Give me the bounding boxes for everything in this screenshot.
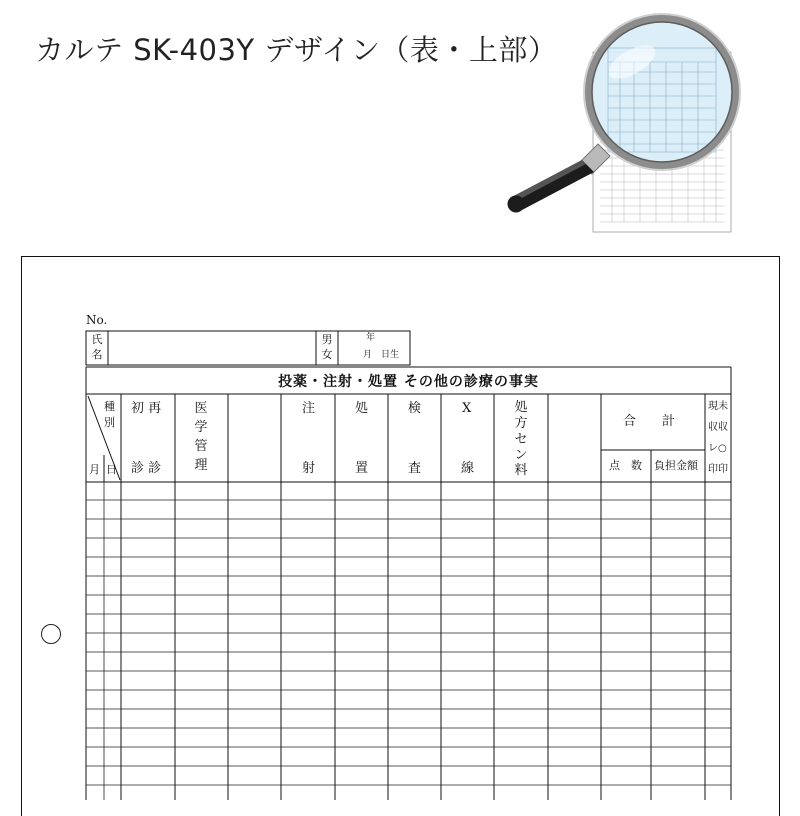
entry-cell-month[interactable] (86, 596, 104, 615)
entry-cell-exam[interactable] (388, 634, 441, 653)
form-heading: 投薬・注射・処置 その他の診療の事実 (278, 373, 539, 390)
entry-cell-first-revisit[interactable] (121, 558, 175, 577)
birth-month-day-label: 月 日生 (363, 350, 400, 360)
entry-cell-xray[interactable] (441, 786, 494, 800)
entry-cell-first-revisit[interactable] (121, 520, 175, 539)
entry-cell-cash-check[interactable] (705, 691, 731, 710)
entry-cell-col-blank-1[interactable] (228, 596, 281, 615)
entry-cell-medical-management[interactable] (175, 482, 228, 501)
entry-cell-copay[interactable] (651, 672, 705, 691)
entry-cell-points[interactable] (601, 729, 651, 748)
entry-cell-col-blank-2[interactable] (548, 634, 601, 653)
entry-cell-points[interactable] (601, 691, 651, 710)
entry-cell-points[interactable] (601, 520, 651, 539)
entry-cell-xray[interactable] (441, 577, 494, 596)
entry-cell-treatment[interactable] (335, 786, 388, 800)
entry-cell-day[interactable] (104, 767, 121, 786)
entry-cell-xray[interactable] (441, 539, 494, 558)
entry-cell-cash-check[interactable] (705, 767, 731, 786)
entry-cell-points[interactable] (601, 748, 651, 767)
month-label: 月 (89, 463, 100, 476)
entry-cell-first-revisit[interactable] (121, 691, 175, 710)
entry-cell-first-revisit[interactable] (121, 729, 175, 748)
xray-label-top: X (462, 401, 472, 416)
entry-cell-copay[interactable] (651, 596, 705, 615)
entry-cell-prescription-fee[interactable] (494, 653, 548, 672)
prescription-fee-label: 処方セン料 (514, 400, 528, 479)
entry-cell-exam[interactable] (388, 596, 441, 615)
entry-cell-first-revisit[interactable] (121, 577, 175, 596)
entry-cell-first-revisit[interactable] (121, 539, 175, 558)
entry-cell-injection[interactable] (281, 634, 335, 653)
entry-cell-medical-management[interactable] (175, 729, 228, 748)
entry-cell-treatment[interactable] (335, 482, 388, 501)
entry-cell-day[interactable] (104, 501, 121, 520)
entry-cell-points[interactable] (601, 501, 651, 520)
entry-cell-col-blank-2[interactable] (548, 596, 601, 615)
entry-cell-treatment[interactable] (335, 672, 388, 691)
entry-cell-xray[interactable] (441, 558, 494, 577)
entry-cell-prescription-fee[interactable] (494, 748, 548, 767)
entry-cell-exam[interactable] (388, 577, 441, 596)
entry-cell-first-revisit[interactable] (121, 596, 175, 615)
entry-cell-treatment[interactable] (335, 558, 388, 577)
entry-cell-injection[interactable] (281, 539, 335, 558)
sex-label: 男女 (321, 333, 333, 361)
entry-cell-medical-management[interactable] (175, 596, 228, 615)
entry-cell-col-blank-1[interactable] (228, 615, 281, 634)
entry-cell-cash-check[interactable] (705, 672, 731, 691)
entry-cell-injection[interactable] (281, 577, 335, 596)
entry-cell-col-blank-2[interactable] (548, 691, 601, 710)
entry-cell-month[interactable] (86, 482, 104, 501)
entry-cell-col-blank-2[interactable] (548, 577, 601, 596)
entry-cell-prescription-fee[interactable] (494, 672, 548, 691)
entry-cell-copay[interactable] (651, 729, 705, 748)
entry-cell-col-blank-1[interactable] (228, 767, 281, 786)
name-label: 氏名 (91, 333, 103, 361)
entry-cell-injection[interactable] (281, 501, 335, 520)
day-label: 日 (106, 463, 117, 476)
entry-cell-col-blank-1[interactable] (228, 558, 281, 577)
points-label: 点 数 (609, 459, 642, 472)
entry-cell-injection[interactable] (281, 691, 335, 710)
entry-cell-day[interactable] (104, 615, 121, 634)
entry-cell-xray[interactable] (441, 596, 494, 615)
no-label: No. (86, 313, 108, 327)
entry-cell-treatment[interactable] (335, 691, 388, 710)
entry-cell-prescription-fee[interactable] (494, 482, 548, 501)
entry-cell-col-blank-2[interactable] (548, 653, 601, 672)
entry-cell-exam[interactable] (388, 767, 441, 786)
entry-cell-xray[interactable] (441, 615, 494, 634)
entry-cell-month[interactable] (86, 729, 104, 748)
entry-cell-col-blank-2[interactable] (548, 672, 601, 691)
entry-cell-xray[interactable] (441, 710, 494, 729)
entry-cell-col-blank-2[interactable] (548, 767, 601, 786)
entry-cell-first-revisit[interactable] (121, 501, 175, 520)
entry-cell-exam[interactable] (388, 653, 441, 672)
entry-cell-day[interactable] (104, 482, 121, 501)
cash-label-line4: 印印 (708, 464, 728, 475)
entry-cell-copay[interactable] (651, 691, 705, 710)
entry-cell-cash-check[interactable] (705, 539, 731, 558)
entry-cell-month[interactable] (86, 691, 104, 710)
type-label-bottom: 別 (104, 416, 115, 429)
entry-cell-col-blank-2[interactable] (548, 729, 601, 748)
entry-cell-injection[interactable] (281, 748, 335, 767)
entry-cell-exam[interactable] (388, 748, 441, 767)
entry-cell-first-revisit[interactable] (121, 786, 175, 800)
entry-cell-exam[interactable] (388, 710, 441, 729)
entry-cell-col-blank-2[interactable] (548, 558, 601, 577)
entry-cell-col-blank-1[interactable] (228, 729, 281, 748)
entry-cell-cash-check[interactable] (705, 653, 731, 672)
entry-cell-month[interactable] (86, 577, 104, 596)
entry-cell-points[interactable] (601, 786, 651, 800)
entry-cell-month[interactable] (86, 672, 104, 691)
entry-cell-copay[interactable] (651, 767, 705, 786)
entry-cell-month[interactable] (86, 539, 104, 558)
entry-cell-medical-management[interactable] (175, 786, 228, 800)
entry-cell-copay[interactable] (651, 634, 705, 653)
injection-label-bottom: 射 (302, 461, 316, 476)
entry-cell-cash-check[interactable] (705, 501, 731, 520)
entry-cell-xray[interactable] (441, 653, 494, 672)
entry-cell-copay[interactable] (651, 653, 705, 672)
entry-cell-treatment[interactable] (335, 767, 388, 786)
entry-cell-col-blank-1[interactable] (228, 786, 281, 800)
entry-cell-exam[interactable] (388, 539, 441, 558)
type-label-top: 種 (104, 400, 115, 413)
entry-cell-col-blank-1[interactable] (228, 634, 281, 653)
entry-cell-cash-check[interactable] (705, 615, 731, 634)
entry-cell-copay[interactable] (651, 615, 705, 634)
entry-cell-col-blank-2[interactable] (548, 710, 601, 729)
entry-cell-first-revisit[interactable] (121, 634, 175, 653)
entry-cell-copay[interactable] (651, 539, 705, 558)
entry-cell-points[interactable] (601, 634, 651, 653)
entry-cell-day[interactable] (104, 786, 121, 800)
entry-cell-col-blank-2[interactable] (548, 520, 601, 539)
entry-cell-medical-management[interactable] (175, 634, 228, 653)
entry-cell-copay[interactable] (651, 786, 705, 800)
entry-cell-day[interactable] (104, 634, 121, 653)
entry-cell-day[interactable] (104, 558, 121, 577)
entry-cell-month[interactable] (86, 786, 104, 800)
entry-cell-col-blank-1[interactable] (228, 672, 281, 691)
entry-cell-cash-check[interactable] (705, 558, 731, 577)
entry-cell-month[interactable] (86, 615, 104, 634)
treatment-label-top: 処 (355, 401, 369, 416)
entry-cell-exam[interactable] (388, 672, 441, 691)
entry-cell-prescription-fee[interactable] (494, 786, 548, 800)
entry-cell-cash-check[interactable] (705, 710, 731, 729)
entry-cell-injection[interactable] (281, 558, 335, 577)
medical-management-label: 医学管理 (194, 401, 208, 473)
entry-cell-day[interactable] (104, 729, 121, 748)
entry-cell-col-blank-2[interactable] (548, 786, 601, 800)
entry-cell-exam[interactable] (388, 501, 441, 520)
entry-cell-exam[interactable] (388, 558, 441, 577)
entry-cell-col-blank-2[interactable] (548, 748, 601, 767)
entry-cell-prescription-fee[interactable] (494, 691, 548, 710)
entry-cell-exam[interactable] (388, 482, 441, 501)
entry-cell-treatment[interactable] (335, 729, 388, 748)
entry-cell-month[interactable] (86, 501, 104, 520)
entry-cell-day[interactable] (104, 577, 121, 596)
entry-cell-col-blank-1[interactable] (228, 482, 281, 501)
entry-cell-injection[interactable] (281, 653, 335, 672)
entry-cell-prescription-fee[interactable] (494, 577, 548, 596)
entry-cell-points[interactable] (601, 577, 651, 596)
entry-cell-day[interactable] (104, 520, 121, 539)
entry-cell-copay[interactable] (651, 520, 705, 539)
entry-cell-copay[interactable] (651, 577, 705, 596)
entry-cell-day[interactable] (104, 672, 121, 691)
entry-cell-copay[interactable] (651, 482, 705, 501)
page-title: カルテ SK-403Y デザイン（表・上部） (35, 33, 558, 67)
entry-cell-month[interactable] (86, 748, 104, 767)
cash-label-line2: 収収 (708, 422, 728, 433)
entry-cell-day[interactable] (104, 653, 121, 672)
entry-cell-month[interactable] (86, 558, 104, 577)
entry-cell-medical-management[interactable] (175, 558, 228, 577)
entry-cell-injection[interactable] (281, 729, 335, 748)
entry-cell-medical-management[interactable] (175, 501, 228, 520)
entry-cell-col-blank-1[interactable] (228, 501, 281, 520)
entry-cell-col-blank-1[interactable] (228, 710, 281, 729)
entry-cell-prescription-fee[interactable] (494, 634, 548, 653)
entry-cell-prescription-fee[interactable] (494, 710, 548, 729)
entry-cell-month[interactable] (86, 634, 104, 653)
entry-cell-medical-management[interactable] (175, 748, 228, 767)
entry-cell-treatment[interactable] (335, 710, 388, 729)
entry-cell-prescription-fee[interactable] (494, 615, 548, 634)
entry-cell-points[interactable] (601, 596, 651, 615)
copay-label: 負担金額 (654, 459, 698, 472)
entry-cell-treatment[interactable] (335, 539, 388, 558)
entry-cell-points[interactable] (601, 653, 651, 672)
entry-cell-points[interactable] (601, 558, 651, 577)
entry-cell-col-blank-2[interactable] (548, 539, 601, 558)
entry-cell-exam[interactable] (388, 729, 441, 748)
entry-cell-points[interactable] (601, 615, 651, 634)
entry-cell-copay[interactable] (651, 501, 705, 520)
entry-cell-first-revisit[interactable] (121, 767, 175, 786)
entry-cell-cash-check[interactable] (705, 786, 731, 800)
entry-cell-treatment[interactable] (335, 577, 388, 596)
entry-cell-col-blank-1[interactable] (228, 748, 281, 767)
entry-cell-treatment[interactable] (335, 653, 388, 672)
entry-cell-injection[interactable] (281, 596, 335, 615)
entry-cell-medical-management[interactable] (175, 672, 228, 691)
entry-cell-injection[interactable] (281, 672, 335, 691)
entry-cell-prescription-fee[interactable] (494, 729, 548, 748)
entry-cell-medical-management[interactable] (175, 615, 228, 634)
entry-cell-col-blank-2[interactable] (548, 615, 601, 634)
entry-cell-first-revisit[interactable] (121, 482, 175, 501)
entry-cell-xray[interactable] (441, 767, 494, 786)
entry-cell-points[interactable] (601, 482, 651, 501)
entry-cell-xray[interactable] (441, 748, 494, 767)
entry-cell-cash-check[interactable] (705, 596, 731, 615)
entry-cell-injection[interactable] (281, 520, 335, 539)
entry-cell-cash-check[interactable] (705, 520, 731, 539)
entry-cell-medical-management[interactable] (175, 710, 228, 729)
entry-cell-prescription-fee[interactable] (494, 501, 548, 520)
entry-cell-exam[interactable] (388, 520, 441, 539)
entry-cell-exam[interactable] (388, 786, 441, 800)
entry-cell-injection[interactable] (281, 482, 335, 501)
first-revisit-label-bottom: 診 診 (131, 461, 162, 476)
entry-cell-day[interactable] (104, 710, 121, 729)
entry-cell-col-blank-2[interactable] (548, 482, 601, 501)
entry-cell-day[interactable] (104, 596, 121, 615)
entry-cell-medical-management[interactable] (175, 767, 228, 786)
entry-cell-first-revisit[interactable] (121, 653, 175, 672)
entry-cell-xray[interactable] (441, 482, 494, 501)
entry-cell-prescription-fee[interactable] (494, 558, 548, 577)
entry-cell-month[interactable] (86, 520, 104, 539)
entry-cell-injection[interactable] (281, 710, 335, 729)
entry-cell-prescription-fee[interactable] (494, 596, 548, 615)
entry-cell-treatment[interactable] (335, 596, 388, 615)
treatment-label-bottom: 置 (355, 461, 369, 476)
first-revisit-label-top: 初 再 (131, 401, 162, 416)
entry-cell-col-blank-1[interactable] (228, 577, 281, 596)
entry-cell-treatment[interactable] (335, 501, 388, 520)
entry-cell-day[interactable] (104, 691, 121, 710)
entry-cell-xray[interactable] (441, 634, 494, 653)
cash-label-line3: レ○ (708, 443, 727, 454)
entry-cell-col-blank-1[interactable] (228, 653, 281, 672)
entry-cell-copay[interactable] (651, 710, 705, 729)
entry-cell-medical-management[interactable] (175, 653, 228, 672)
entry-cell-xray[interactable] (441, 691, 494, 710)
entry-cell-exam[interactable] (388, 691, 441, 710)
entry-cell-medical-management[interactable] (175, 520, 228, 539)
entry-cell-prescription-fee[interactable] (494, 520, 548, 539)
entry-cell-col-blank-1[interactable] (228, 539, 281, 558)
entry-cell-treatment[interactable] (335, 748, 388, 767)
entry-cell-cash-check[interactable] (705, 748, 731, 767)
entry-cell-medical-management[interactable] (175, 539, 228, 558)
entry-cell-points[interactable] (601, 710, 651, 729)
entry-cell-copay[interactable] (651, 748, 705, 767)
entry-cell-first-revisit[interactable] (121, 615, 175, 634)
entry-cell-points[interactable] (601, 767, 651, 786)
entry-cell-injection[interactable] (281, 767, 335, 786)
entry-cell-month[interactable] (86, 653, 104, 672)
entry-cell-points[interactable] (601, 672, 651, 691)
entry-cell-cash-check[interactable] (705, 577, 731, 596)
entry-cell-treatment[interactable] (335, 520, 388, 539)
entry-cell-prescription-fee[interactable] (494, 767, 548, 786)
entry-cell-first-revisit[interactable] (121, 672, 175, 691)
entry-cell-month[interactable] (86, 710, 104, 729)
entry-cell-col-blank-2[interactable] (548, 501, 601, 520)
entry-cell-col-blank-1[interactable] (228, 520, 281, 539)
entry-cell-xray[interactable] (441, 501, 494, 520)
xray-label-bottom: 線 (461, 461, 475, 476)
entry-cell-copay[interactable] (651, 558, 705, 577)
entry-cell-xray[interactable] (441, 672, 494, 691)
entry-cell-treatment[interactable] (335, 615, 388, 634)
entry-cell-cash-check[interactable] (705, 729, 731, 748)
entry-cell-col-blank-1[interactable] (228, 691, 281, 710)
exam-label-bottom: 査 (408, 461, 422, 476)
entry-cell-injection[interactable] (281, 615, 335, 634)
birth-year-label: 年 (366, 333, 376, 343)
entry-cell-xray[interactable] (441, 729, 494, 748)
entry-cell-exam[interactable] (388, 615, 441, 634)
exam-label-top: 検 (408, 401, 422, 416)
entry-cell-points[interactable] (601, 539, 651, 558)
entry-cell-day[interactable] (104, 539, 121, 558)
injection-label-top: 注 (302, 401, 316, 416)
entry-cell-medical-management[interactable] (175, 577, 228, 596)
entry-cell-cash-check[interactable] (705, 482, 731, 501)
entry-cell-prescription-fee[interactable] (494, 539, 548, 558)
entry-cell-month[interactable] (86, 767, 104, 786)
total-label: 合 計 (623, 414, 676, 429)
entry-cell-first-revisit[interactable] (121, 710, 175, 729)
entry-cell-injection[interactable] (281, 786, 335, 800)
cash-label-line1: 現未 (708, 401, 728, 412)
entry-cell-first-revisit[interactable] (121, 748, 175, 767)
entry-cell-cash-check[interactable] (705, 634, 731, 653)
entry-cell-treatment[interactable] (335, 634, 388, 653)
entry-cell-day[interactable] (104, 748, 121, 767)
entry-cell-medical-management[interactable] (175, 691, 228, 710)
entry-cell-xray[interactable] (441, 520, 494, 539)
